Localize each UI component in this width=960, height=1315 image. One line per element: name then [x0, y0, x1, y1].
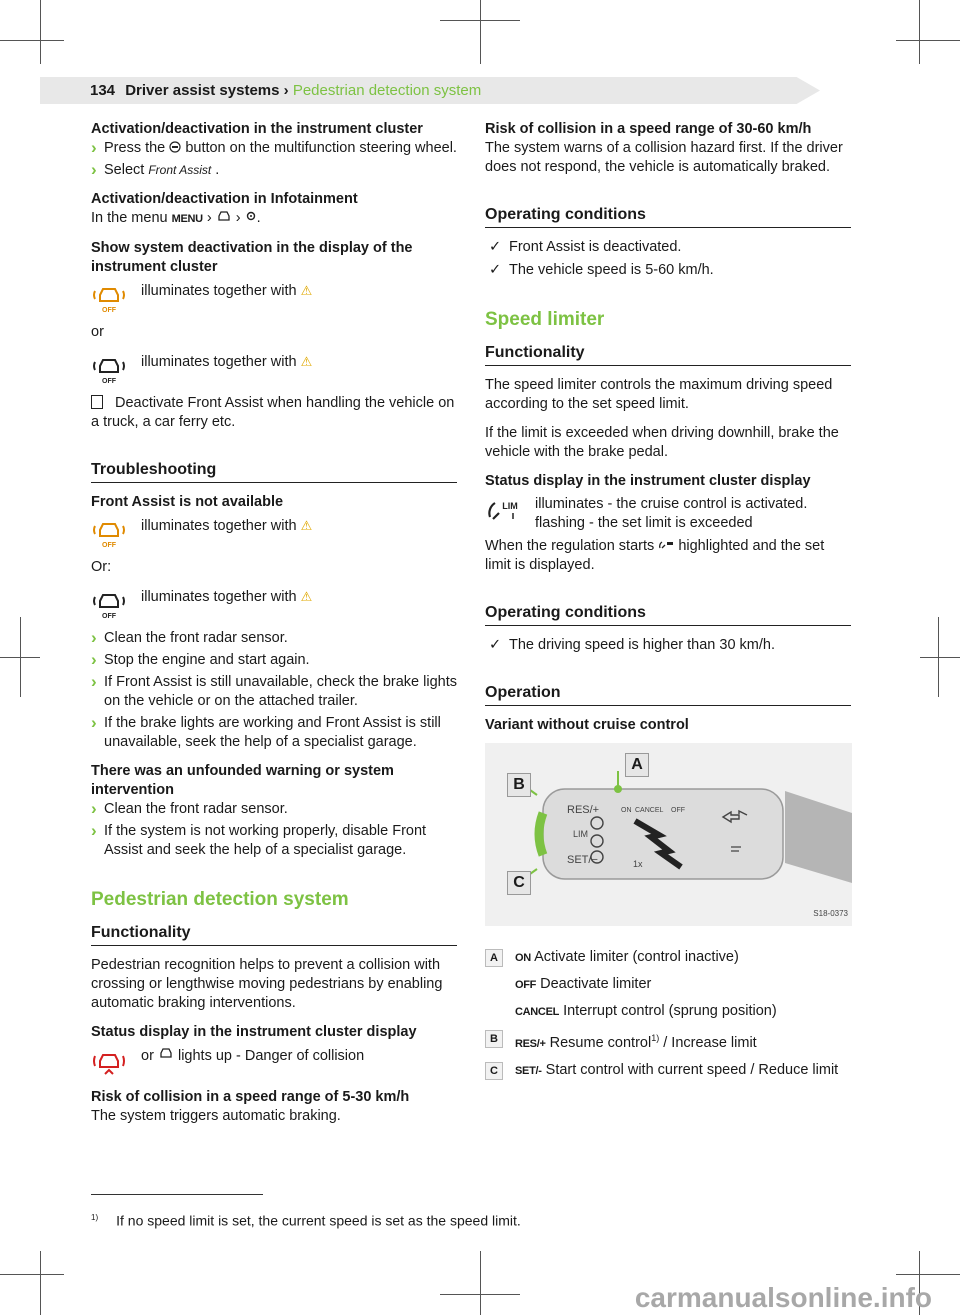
- lever-1x-label: 1x: [633, 859, 643, 869]
- right-column: [485, 120, 851, 1088]
- svg-text:OFF: OFF: [102, 542, 116, 548]
- lever-figure: [485, 743, 852, 926]
- indicator-row: OFF illuminates together with ⚠: [91, 516, 457, 548]
- variant-title: Variant without cruise control: [485, 717, 689, 733]
- section-title: Pedestrian detection system: [292, 82, 482, 99]
- sl-reg: When the regulation starts highlighted and the set limit is displayed.: [485, 538, 825, 573]
- show-title: Show system deactivation in the display of the instrument cluster: [91, 240, 413, 275]
- step: › Select Front Assist .: [91, 161, 457, 180]
- label-b: B: [507, 773, 531, 797]
- condition-item: ✓ Front Assist is deactivated.: [485, 238, 851, 257]
- car-assist-icon: [216, 210, 232, 222]
- label-c: C: [507, 871, 531, 895]
- speed-limiter-small-icon: [658, 540, 674, 550]
- or-text: or: [91, 324, 104, 340]
- front-assist-off-orange-icon: [91, 281, 127, 313]
- indicator-row: or lights up - Danger of collision: [91, 1046, 457, 1078]
- note: Deactivate Front Assist when handling the vehicle on a truck, a car ferry etc.: [91, 395, 455, 430]
- step: › Press the button on the multifunction steering wheel.: [91, 139, 457, 158]
- warning-icon: ⚠: [300, 589, 313, 604]
- indicator-row: OFF illuminates together with ⚠: [91, 352, 457, 384]
- front-assist-off-orange-icon: [91, 516, 127, 548]
- indicator-row: OFF illuminates together with ⚠: [91, 281, 457, 313]
- lever-res-label: RES/+: [567, 804, 600, 816]
- unf-step: › Clean the front radar sensor.: [91, 800, 457, 819]
- legend-item: OFF Deactivate limiter: [515, 976, 652, 992]
- menu-icon: MENU: [171, 213, 203, 225]
- chapter-title: Driver assist systems: [125, 82, 280, 99]
- unfounded-title: There was an unfounded warning or system intervention: [91, 763, 394, 798]
- speed-limiter-functionality: Functionality: [485, 343, 851, 366]
- risk3060-text: The system warns of a collision hazard first. If the driver does not respond, the vehicle is automatically braked.: [485, 140, 843, 175]
- footnote-rule: [91, 1194, 263, 1195]
- speed-limiter-icon: [485, 495, 521, 527]
- unf-step: › If the system is not working properly, disable Front Assist and seek the help of a specialist garage.: [91, 822, 457, 860]
- condition-item: ✓ The vehicle speed is 5-60 km/h.: [485, 261, 851, 280]
- operation-heading: Operation: [485, 683, 851, 706]
- pedestrian-functionality: Functionality: [91, 923, 457, 946]
- pedestrian-heading: Pedestrian detection system: [91, 889, 349, 910]
- settings-icon: [245, 210, 257, 222]
- pedestrian-warning-red-icon: [91, 1046, 127, 1078]
- act-cluster-title: Activation/deactivation in the instrument cluster: [91, 121, 423, 137]
- legend-item: C SET/- Start control with current speed / Reduce limit: [485, 1061, 851, 1081]
- page-number: 134: [90, 82, 116, 99]
- figure-ref: S18-0373: [813, 909, 848, 918]
- pedestrian-warning-white-icon: [158, 1046, 174, 1060]
- ts-step: › Stop the engine and start again.: [91, 651, 457, 670]
- risk530-text: The system triggers automatic braking.: [91, 1108, 341, 1124]
- note-icon: [91, 395, 103, 409]
- speed-limiter-heading: Speed limiter: [485, 309, 605, 330]
- op-cond-heading: Operating conditions: [485, 205, 851, 228]
- risk530-title: Risk of collision in a speed range of 5-30 km/h: [91, 1089, 410, 1105]
- svg-text:OFF: OFF: [102, 378, 116, 384]
- ts-step: › If Front Assist is still unavailable, check the brake lights on the vehicle or on the attached trailer.: [91, 673, 457, 711]
- ts-step: › Clean the front radar sensor.: [91, 629, 457, 648]
- svg-text:LIM: LIM: [502, 501, 518, 511]
- steering-button-icon: [169, 141, 181, 153]
- legend-item: B RES/+ Resume control$^{1)}$ / Increase limit: [485, 1029, 851, 1054]
- ped-desc: Pedestrian recognition helps to prevent a collision with crossing or lengthwise moving pedestrians by enabling automatic braking interventions.: [91, 957, 443, 1011]
- sl-p2: If the limit is exceeded when driving downhill, brake the vehicle with the brake pedal.: [485, 425, 839, 460]
- label-a: A: [625, 753, 649, 777]
- legend-item: CANCEL Interrupt control (sprung position): [515, 1003, 777, 1019]
- warning-icon: ⚠: [300, 283, 313, 298]
- svg-text:OFF: OFF: [102, 613, 116, 619]
- indicator-row: OFF illuminates together with ⚠: [91, 587, 457, 619]
- ts-step: › If the brake lights are working and Front Assist is still unavailable, seek the help of a specialist garage.: [91, 714, 457, 752]
- act-info-title: Activation/deactivation in Infotainment: [91, 191, 358, 207]
- left-column: [91, 120, 457, 1126]
- lever-cancel-label: CANCEL: [635, 807, 664, 814]
- warning-icon: ⚠: [300, 354, 313, 369]
- ts-na-title: Front Assist is not available: [91, 494, 284, 510]
- lever-set-label: SET/−: [567, 854, 598, 866]
- or-text: Or:: [91, 559, 112, 575]
- risk3060-title: Risk of collision in a speed range of 30-60 km/h: [485, 121, 812, 137]
- indicator-row: LIM illuminates - the cruise control is activated. flashing - the set limit is exceeded: [485, 495, 851, 533]
- sl-op-cond-heading: Operating conditions: [485, 603, 851, 626]
- footnote: $^{1)}$ If no speed limit is set, the current speed is set as the speed limit.: [91, 1212, 521, 1229]
- act-info-text: In the menu MENU › › .: [91, 210, 261, 226]
- lever-lim-label: LIM: [573, 829, 589, 839]
- condition-item: ✓ The driving speed is higher than 30 km/h.: [485, 636, 851, 655]
- troubleshooting-heading: Troubleshooting: [91, 460, 457, 483]
- front-assist-off-white-icon: [91, 352, 127, 384]
- sl-status-title: Status display in the instrument cluster display: [485, 473, 811, 489]
- legend-item: A ON Activate limiter (control inactive): [485, 948, 851, 968]
- page-header: 134 Driver assist systems › Pedestrian detection system: [90, 82, 482, 99]
- watermark: carmanualsonline.info: [634, 1282, 932, 1313]
- warning-icon: ⚠: [300, 518, 313, 533]
- lever-off-label: OFF: [671, 807, 685, 814]
- ped-status-title: Status display in the instrument cluster display: [91, 1024, 417, 1040]
- lever-on-label: ON: [621, 807, 632, 814]
- svg-text:OFF: OFF: [102, 307, 116, 313]
- front-assist-off-white-icon: [91, 587, 127, 619]
- sl-p1: The speed limiter controls the maximum driving speed according to the set speed limit.: [485, 377, 833, 412]
